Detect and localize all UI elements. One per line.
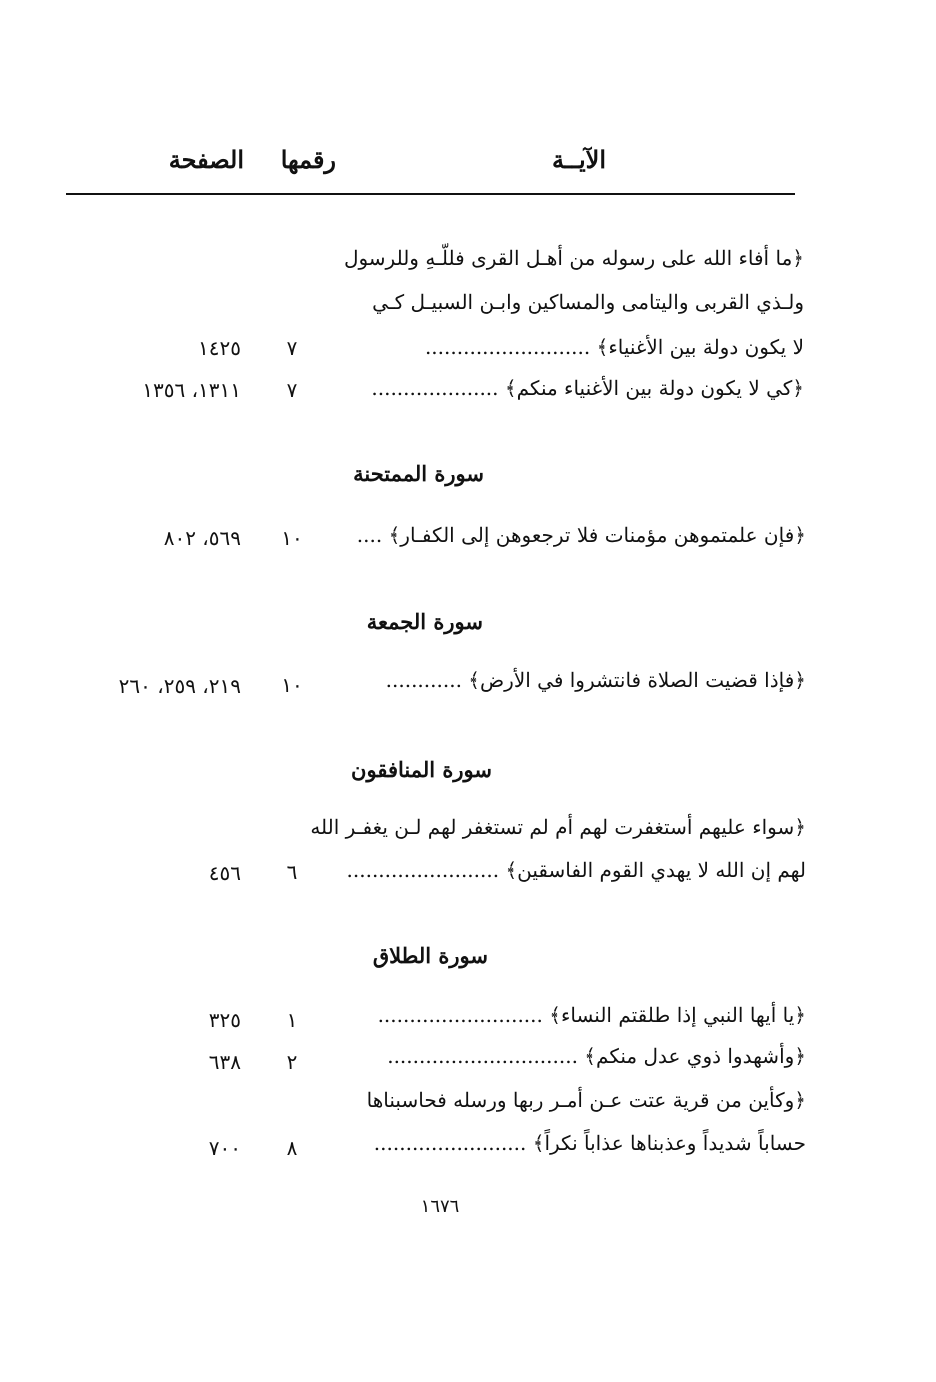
verse-text: ولـذي القربى واليتامى والمساكين وابـن السبيـل كـي <box>372 290 804 314</box>
verse-number: ١٠ <box>281 673 303 697</box>
verse-number: ١ <box>286 1008 298 1032</box>
page-references: ٢١٩، ٢٥٩، ٢٦٠ <box>118 674 241 698</box>
surah-title: سورة المنافقون <box>351 757 492 782</box>
page-number: ١٦٧٦ <box>420 1196 460 1217</box>
verse-text: ﴿وأشهدوا ذوي عدل منكم﴾ .............................. <box>387 1044 806 1068</box>
page-references: ٥٦٩، ٨٠٢ <box>163 526 241 550</box>
verse-text: ﴿ما أفاء الله على رسوله من أهـل القرى فللّـهِ وللرسول <box>343 246 804 270</box>
verse-text: ﴿سواء عليهم أستغفرت لهم أم لم تستغفر لهم لـن يغفـر الله <box>310 815 806 839</box>
verse-number: ١٠ <box>281 526 303 550</box>
verse-number: ٢ <box>286 1050 298 1074</box>
verse-text: لا يكون دولة بين الأغنياء﴾ .......................... <box>424 335 804 359</box>
page-references: ١٤٢٥ <box>198 336 241 360</box>
verse-number: ٨ <box>286 1136 298 1160</box>
verse-text: ﴿كي لا يكون دولة بين الأغنياء منكم﴾ .................... <box>371 376 804 400</box>
verse-number: ٧ <box>286 336 298 360</box>
header-page: الصفحة <box>168 145 244 174</box>
verse-text: ﴿فإذا قضيت الصلاة فانتشروا في الأرض﴾ ............ <box>385 668 806 692</box>
page-references: ١٣١١، ١٣٥٦ <box>142 378 241 402</box>
verse-text: ﴿فإن علمتموهن مؤمنات فلا ترجعوهن إلى الكفـار﴾ .... <box>356 523 806 547</box>
surah-title: سورة الممتحنة <box>353 461 484 486</box>
surah-title: سورة الجمعة <box>366 609 483 634</box>
header-ayah: الآيــة <box>552 145 606 174</box>
verse-text: ﴿يا أيها النبي إذا طلقتم النساء﴾ .......................... <box>377 1003 806 1027</box>
page-references: ٦٣٨ <box>208 1050 241 1074</box>
page-references: ٤٥٦ <box>208 861 241 885</box>
page-references: ٣٢٥ <box>208 1008 241 1032</box>
header-number: رقمها <box>280 145 336 174</box>
verse-number: ٧ <box>286 378 298 402</box>
page-references: ٧٠٠ <box>208 1136 241 1160</box>
verse-text: ﴿وكأين من قرية عتت عـن أمـر ربها ورسله فحاسبناها <box>366 1088 806 1112</box>
verse-text: لهم إن الله لا يهدي القوم الفاسقين﴾ ........................ <box>346 858 806 882</box>
verse-number: ٦ <box>286 860 298 884</box>
header-divider <box>66 193 795 195</box>
verse-text: حساباً شديداً وعذبناها عذاباً نكراً﴾ ........................ <box>373 1131 806 1155</box>
surah-title: سورة الطلاق <box>372 943 488 968</box>
